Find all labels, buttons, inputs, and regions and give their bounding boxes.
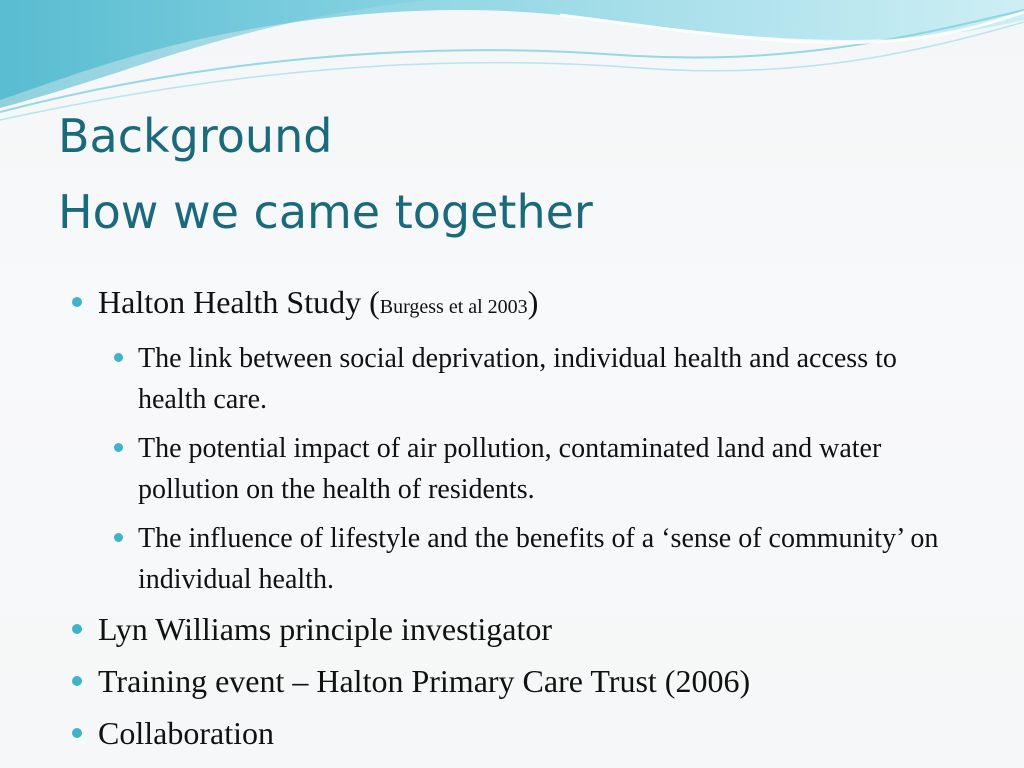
bullet-dot-icon <box>72 624 82 634</box>
slide-title <box>58 98 593 250</box>
bullet-text: Halton Health Study ( <box>98 284 380 320</box>
sub-bullet-item <box>112 428 958 510</box>
title-line-1: Background <box>58 109 333 163</box>
sub-bullet-list <box>112 338 972 600</box>
sub-bullet-text: The influence of lifestyle and the benefits of a ‘sense of community’ on individual health. <box>138 523 939 595</box>
bullet-item <box>72 712 972 755</box>
bullet-dot-icon <box>72 297 82 307</box>
bullet-item <box>72 608 972 651</box>
sub-bullet-item <box>112 518 958 600</box>
bullet-dot-icon <box>72 676 82 686</box>
bullet-text: Lyn Williams principle investigator <box>98 611 553 647</box>
bullet-text: Collaboration <box>98 715 274 751</box>
sub-bullet-dot-icon <box>114 353 123 362</box>
sub-bullet-item <box>112 338 958 420</box>
bullet-item <box>72 281 972 329</box>
sub-bullet-text: The potential impact of air pollution, contaminated land and water pollution on the health of residents. <box>138 433 882 505</box>
bullet-list <box>72 281 972 764</box>
sub-bullet-dot-icon <box>114 533 123 542</box>
bullet-text: Training event – Halton Primary Care Trust (2006) <box>98 663 751 699</box>
sub-bullet-dot-icon <box>114 443 123 452</box>
sub-bullet-text: The link between social deprivation, individual health and access to health care. <box>138 343 897 415</box>
bullet-item <box>72 660 972 703</box>
title-line-2: How we came together <box>58 185 593 239</box>
bullet-dot-icon <box>72 728 82 738</box>
citation: Burgess et al 2003 <box>379 296 528 318</box>
bullet-text-close: ) <box>527 284 539 320</box>
